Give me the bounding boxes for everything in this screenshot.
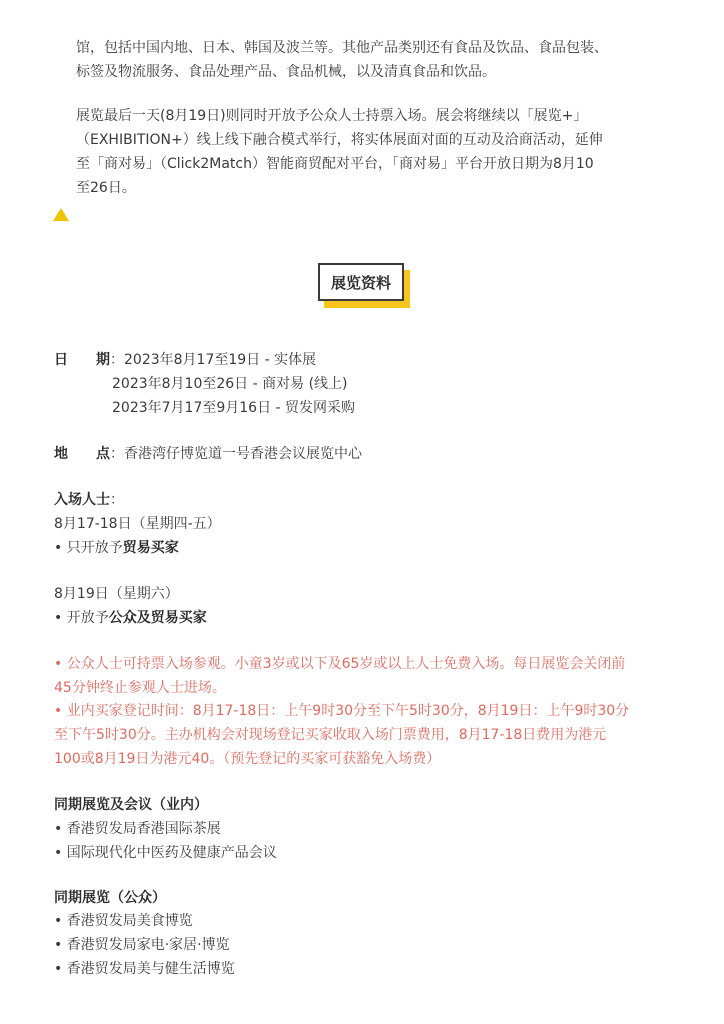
admission-heading: [54, 489, 124, 509]
note-line: 45分钟终止参观人士进场。: [54, 680, 226, 696]
text-line: 展览最后一天(8月19日)则同时开放予公众人士持票入场。展会将继续以「展览+」: [76, 108, 588, 124]
admission-day2-item: [54, 607, 207, 627]
date-line-3: 2023年7月17至9月16日 - 贸发网采购: [112, 400, 356, 416]
list-item: • 香港贸发局香港国际茶展: [54, 821, 221, 837]
admission-day1-item: [54, 537, 179, 557]
list-item: • 香港贸发局美食博览: [54, 913, 193, 929]
date-colon: ：: [110, 352, 124, 368]
venue-label-b: 点: [96, 446, 110, 462]
yellow-triangle-icon: [53, 208, 69, 221]
date-row: [54, 349, 316, 369]
intro-paragraph-2: [76, 104, 658, 200]
text-line: （EXHIBITION+）线上线下融合模式举行，将实体展面对面的互动及洽商活动，延伸: [76, 132, 603, 148]
text-line: 至26日。: [76, 180, 136, 196]
venue-row: [54, 443, 362, 463]
text-line: 标签及物流服务、食品处理产品、食品机械，以及清真食品和饮品。: [76, 64, 496, 80]
concurrent-public-heading: 同期展览（公众）: [54, 890, 166, 906]
note-line: 至下午5时30分。主办机构会对现场登记买家收取入场门票费用，8月17-18日费用为港元: [54, 727, 607, 743]
venue-colon: ：: [110, 446, 124, 462]
venue-label-a: 地: [54, 446, 68, 462]
note-line: • 业内买家登记时间：8月17-18日：上午9时30分至下午5时30分，8月19日：上午9时30分: [54, 703, 630, 719]
note-line: • 公众人士可持票入场参观。小童3岁或以下及65岁或以上人士免费入场。每日展览会关闭前: [54, 656, 626, 672]
admission-day1: 8月17-18日（星期四-五）: [54, 516, 221, 532]
concurrent-trade-heading: 同期展览及会议（业内）: [54, 797, 208, 813]
bullet-text: • 开放予: [54, 610, 109, 626]
venue-value: 香港湾仔博览道一号香港会议展览中心: [124, 446, 362, 462]
section-title: 展览资料: [318, 263, 404, 301]
bullet-text: • 只开放予: [54, 540, 123, 556]
date-line-1: 2023年8月17至19日 - 实体展: [124, 352, 317, 368]
date-label-b: 期: [96, 352, 110, 368]
bullet-bold-text: 公众及贸易买家: [108, 610, 207, 626]
intro-paragraph-1: [76, 36, 658, 84]
list-item: • 香港贸发局家电·家居·博览: [54, 937, 230, 953]
bullet-bold-text: 贸易买家: [122, 540, 179, 556]
text-line: 至「商对易」（Click2Match）智能商贸配对平台，「商对易」平台开放日期为8月10: [76, 156, 594, 172]
admission-heading-text: 入场人士: [54, 492, 110, 508]
note-line: 100或8月19日为港元40。（预先登记的买家可获豁免入场费）: [54, 751, 441, 767]
admission-day2: 8月19日（星期六）: [54, 586, 179, 602]
list-item: • 香港贸发局美与健生活博览: [54, 961, 235, 977]
date-line-2: 2023年8月10至26日 - 商对易 (线上): [112, 376, 348, 392]
admission-heading-colon: ：: [110, 492, 124, 508]
section-title-box: [318, 263, 412, 309]
date-label-a: 日: [54, 352, 68, 368]
text-line: 馆，包括中国内地、日本、韩国及波兰等。其他产品类别还有食品及饮品、食品包装、: [76, 40, 608, 56]
list-item: • 国际现代化中医药及健康产品会议: [54, 845, 277, 861]
